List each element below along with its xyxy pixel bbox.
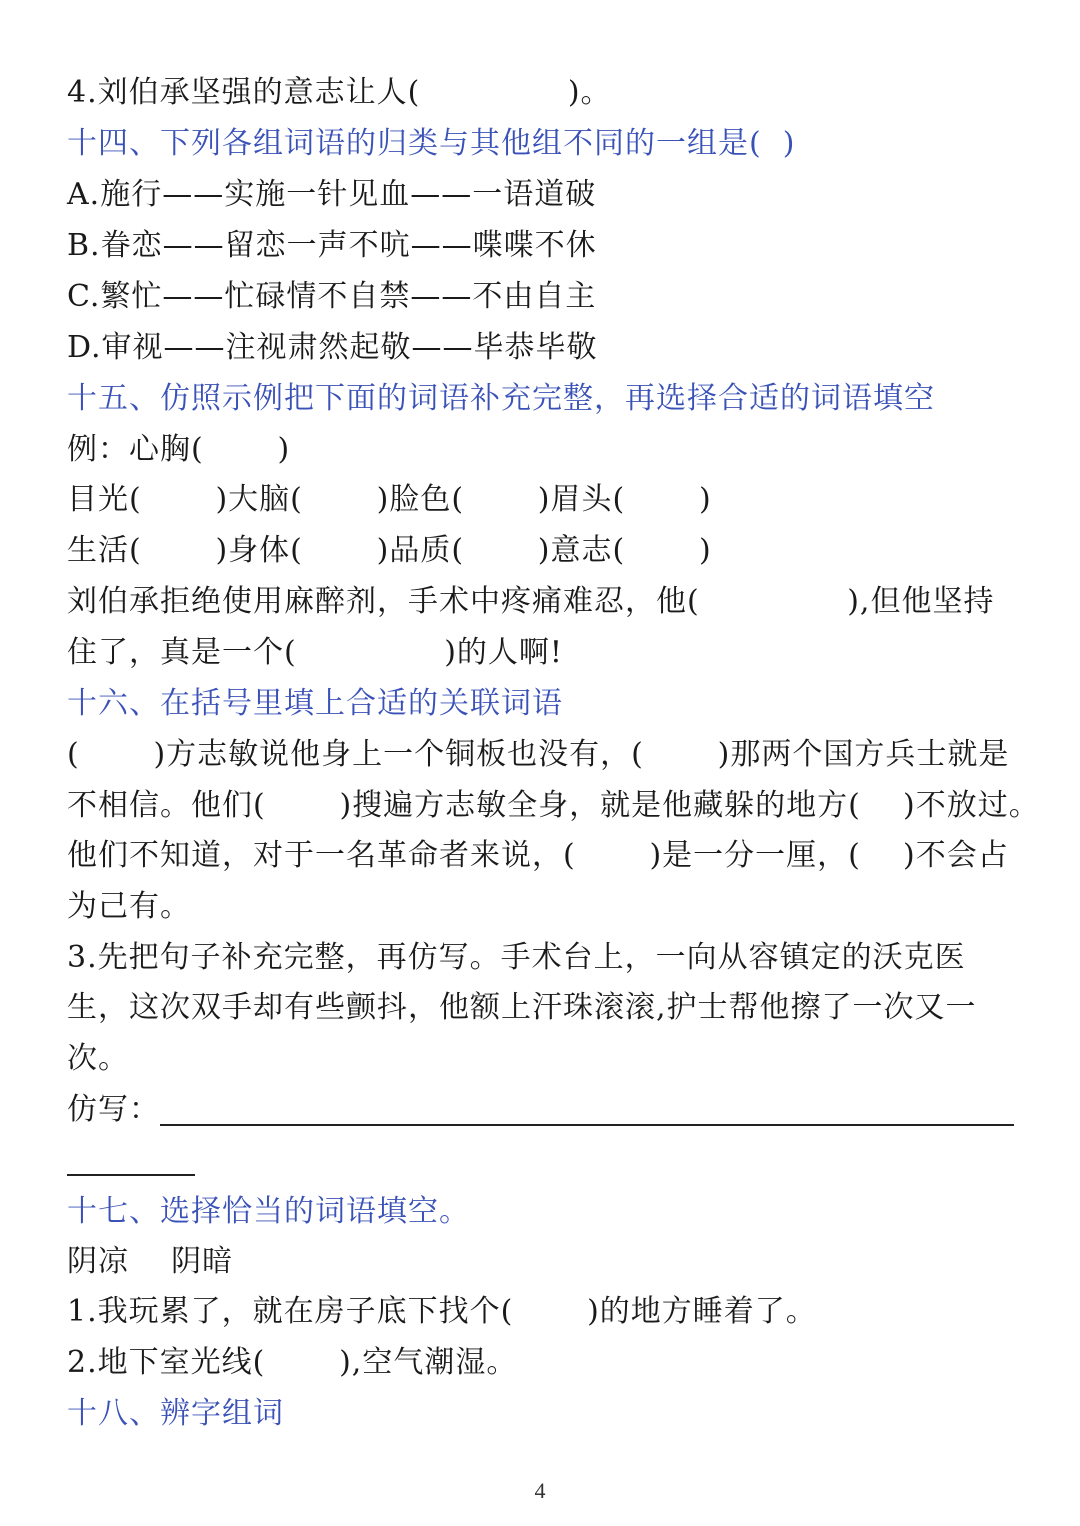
fill-row-2: 生活( )身体( )品质( )意志( ) bbox=[67, 533, 712, 568]
paragraph-line: 生，这次双手却有些颤抖，他额上汗珠滚滚,护士帮他擦了一次又一 bbox=[67, 990, 977, 1025]
question-3-line: 3.先把句子补充完整，再仿写。手术台上，一向从容镇定的沃克医 bbox=[67, 940, 966, 975]
option-d: D.审视——注视肃然起敬——毕恭毕敬 bbox=[67, 330, 598, 365]
section-16-heading: 十六、在括号里填上合适的关联词语 bbox=[67, 686, 563, 721]
paragraph-line: 住了，真是一个( )的人啊! bbox=[67, 635, 563, 670]
paragraph-line: 他们不知道，对于一名革命者来说，( )是一分一厘，( )不会占 bbox=[67, 838, 1009, 873]
option-c: C.繁忙——忙碌情不自禁——不由自主 bbox=[67, 279, 597, 314]
section-17-heading: 十七、选择恰当的词语填空。 bbox=[67, 1194, 470, 1229]
example-line: 例：心胸( ) bbox=[67, 432, 291, 467]
word-choices: 阴凉 阴暗 bbox=[67, 1244, 234, 1279]
page-number: 4 bbox=[534, 1478, 546, 1503]
question-1-line: 1.我玩累了，就在房子底下找个( )的地方睡着了。 bbox=[67, 1294, 817, 1329]
section-15-heading: 十五、仿照示例把下面的词语补充完整，再选择合适的词语填空 bbox=[67, 381, 935, 416]
imitation-label: 仿写： bbox=[67, 1092, 160, 1127]
answer-underline-continuation[interactable] bbox=[67, 1174, 195, 1176]
fill-row-1: 目光( )大脑( )脸色( )眉头( ) bbox=[67, 482, 712, 517]
section-18-heading: 十八、辨字组词 bbox=[67, 1396, 284, 1431]
question-2-line: 2.地下室光线( ),空气潮湿。 bbox=[67, 1345, 518, 1380]
section-14-heading: 十四、下列各组词语的归类与其他组不同的一组是( ) bbox=[67, 126, 796, 161]
option-a: A.施行——实施一针见血——一语道破 bbox=[67, 177, 597, 212]
paragraph-line: 次。 bbox=[67, 1041, 129, 1076]
option-b: B.眷恋——留恋一声不吭——喋喋不休 bbox=[67, 228, 597, 263]
paragraph-line: 不相信。他们( )搜遍方志敏全身，就是他藏躲的地方( )不放过。 bbox=[67, 788, 1040, 823]
paragraph-line: 刘伯承拒绝使用麻醉剂，手术中疼痛难忍，他( ),但他坚持 bbox=[67, 584, 995, 619]
answer-underline[interactable] bbox=[160, 1124, 1014, 1126]
paragraph-line: 为己有。 bbox=[67, 889, 191, 924]
paragraph-line: ( )方志敏说他身上一个铜板也没有，( )那两个国方兵士就是 bbox=[67, 737, 1010, 772]
question-4-line: 4.刘伯承坚强的意志让人( )。 bbox=[67, 75, 612, 110]
